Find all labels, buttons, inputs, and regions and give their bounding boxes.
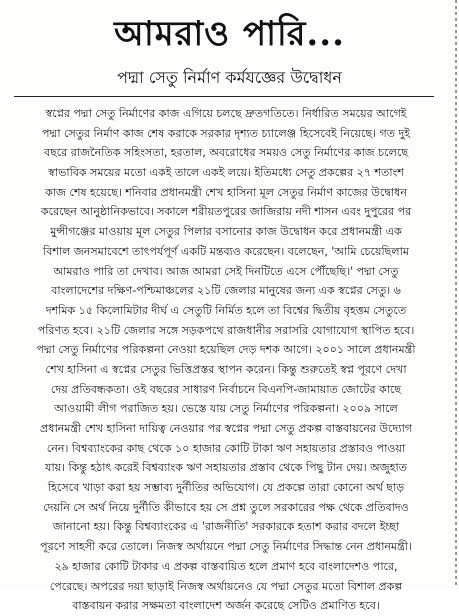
body-line: জানানো হয়। কিন্তু বিশ্বব্যাংকের এ 'রাজনীতি' সরকারকে হতাশ করার বদলে ইচ্ছা (52, 520, 400, 534)
headline-divider (14, 96, 434, 97)
article-body (12, 104, 440, 616)
body-line: পেরেছে। অপরের দয়া ছাড়াই নিজস্ব অর্থায়নেও যে পদ্মা সেতুর মতো বিশাল প্রকল্প (49, 579, 403, 593)
body-line: দেয়নি সে অর্থ নিয়ে দুর্নীতি কীভাবে হয় সে প্রশ্ন তুলে সরকারের পক্ষ থেকে প্রতিবাদও (43, 500, 409, 514)
body-line: পূরণে সাহসী করে তোলে। নিজস্ব অর্থায়নে পদ্মা সেতু নির্মাণের সিদ্ধান্ত নেন প্রধানমন্ত্রী। (40, 540, 412, 554)
body-line: বিশাল জনসমাবেশে তাৎপর্যপূর্ণ একটি মন্তব্যও করেছেন। বলেছেন, 'আমি চেয়েছিলাম (43, 244, 409, 258)
body-line: স্বাভাবিক সময়ের মতো একই তালে একই লয়ে। ইতিমধ্যে সেতু প্রকল্পের ২৭ শতাংশ (48, 166, 404, 180)
subheadline: পদ্মা সেতু নির্মাণ কর্মযজ্ঞের উদ্বোধন (117, 68, 342, 87)
body-line: বাস্তবায়ন করার সক্ষমতা বাংলাদেশ অর্জন করেছে সেটিও প্রমাণিত হবে। (72, 599, 380, 613)
body-line: পদ্মা সেতুর নির্মাণ কাজ শেষ করাকে সরকার দৃশ্যত চ্যালেঞ্জ হিসেবেই নিয়েছে। গত দুই (42, 126, 410, 140)
page-edge-divider (455, 0, 457, 588)
body-line: শেখ হাসিনা এ স্বপ্নের সেতুর ভিত্তিপ্রস্তর স্থাপন করেন। কিন্তু শুরুতেই স্বপ্ন পূরণে দেখা (45, 362, 407, 376)
body-line: দেয় প্রতিবন্ধকতা। ওই বছরের সাধারণ নির্বাচনে বিএনপি-জামায়াত জোটের কাছে (50, 382, 402, 396)
body-line: বছরে রাজনৈতিক সহিংসতা, হরতাল, অবরোধের সময়ও সেতু নির্মাণের কাজ চলেছে (43, 146, 409, 160)
body-line: করেছেন আনুষ্ঠানিকভাবে। সকালে শরীয়তপুরের জাজিরায় নদী শাসন এবং দুপুরের পর (40, 205, 412, 219)
body-line: পরিণত হবে। ২১টি জেলার সঙ্গে সড়কপথে রাজধানীর সরাসরি যোগাযোগ স্থাপিত হবে। (37, 323, 415, 337)
body-line: আমরাও পারি তা দেখাব। আজ আমরা সেই দিনটিতে এসে পৌঁছেছি।' পদ্মা সেতু (53, 264, 399, 278)
body-line: নেন। বিশ্বব্যাংকের কাছ থেকে ১০ হাজার কোটি টাকা ঋণ সহায়তার প্রস্তাবও পাওয়া (46, 441, 406, 455)
body-line: স্বপ্নের পদ্মা সেতু নির্মাণের কাজ এগিয়ে চলছে দ্রুতগতিতে। নির্ধারিত সময়ের আগেই (45, 107, 407, 120)
body-line: পদ্মা সেতু নির্মাণের পরিকল্পনা নেওয়া হয়েছিল দেড় দশক আগে। ২০০১ সালে প্রধানমন্ত্রী (36, 343, 416, 357)
body-line: বাংলাদেশের দক্ষিণ-পশ্চিমাঞ্চলের ২১টি জেলার মানুষের জন্য এক স্বপ্নের সেতু। ৬ (51, 284, 401, 298)
body-line: দশমিক ১৫ কিলোমিটার দীর্ঘ এ সেতুটি নির্মিত হলে তা বিশ্বের দ্বিতীয় বৃহত্তম সেতুতে (45, 303, 407, 317)
body-line: মুন্সীগঞ্জের মাওয়ায় মূল সেতুর পিলার বসানোর কাজ উদ্বোধন করে প্রধানমন্ত্রী এক (50, 225, 402, 239)
body-line: কাজ শেষ হয়েছে। শনিবার প্রধানমন্ত্রী শেখ হাসিনা মূল সেতুর নির্মাণ কাজের উদ্বোধন (45, 185, 407, 199)
body-line: প্রধানমন্ত্রী শেখ হাসিনা দায়িত্ব নেওয়ার পর স্বপ্নের পদ্মা সেতু প্রকল্প বাস্তবায়নের উদ্যোগ (40, 422, 412, 435)
headline: আমরাও পারি... (114, 14, 345, 54)
body-line: হিসেবে খাড়া করা হয় সম্ভাব্য দুর্নীতির অভিযোগ। যে প্রকল্পে তারা কোনো অর্থ ছাড় (47, 481, 405, 495)
body-line: ২৯ হাজার কোটি টাকার এ প্রকল্প বাস্তবায়িত হলে প্রমাণ হবে বাংলাদেশও পারে, (54, 559, 398, 573)
body-line: যায়। কিন্তু হঠাৎ করেই বিশ্বব্যাংক ঋণ সহায়তার প্রস্তাব থেকে পিছু টান দেয়। অজুহাত (45, 461, 407, 475)
body-line: আওয়ামী লীগ পরাজিত হয়। ভেস্তে যায় সেতু নির্মাণের পরিকল্পনা। ২০০৯ সালে (54, 402, 398, 416)
